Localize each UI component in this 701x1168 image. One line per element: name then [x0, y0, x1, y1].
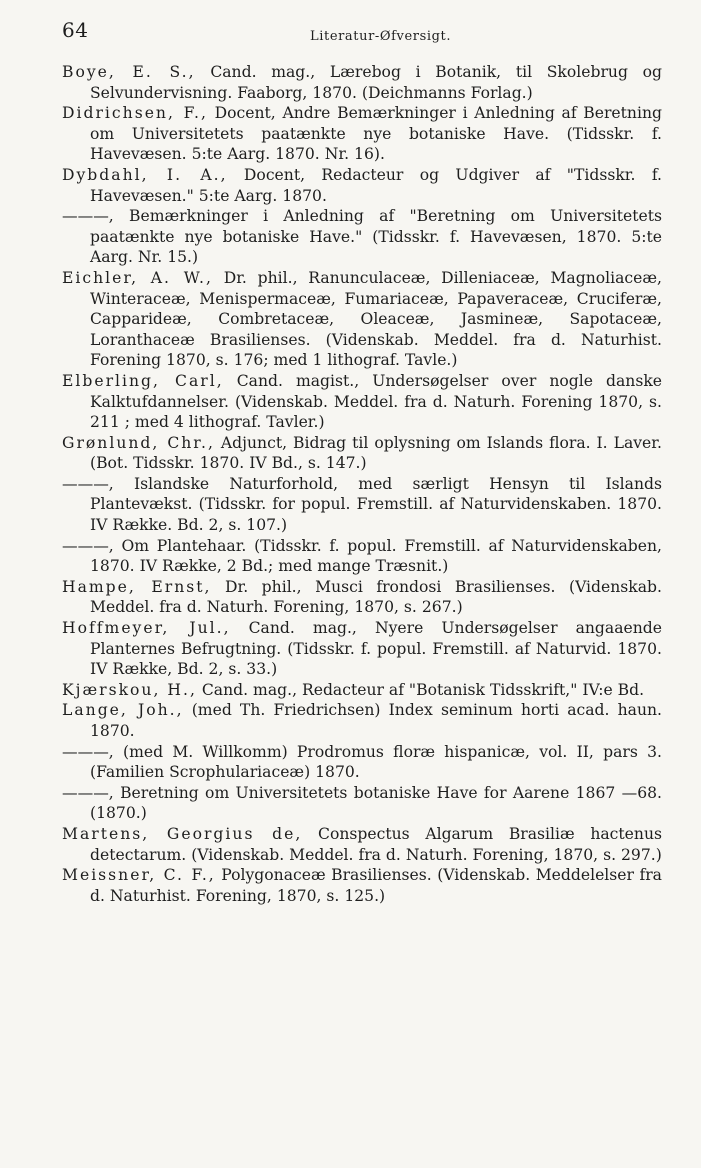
entry-text: (med M. Willkomm) Prodromus floræ hispanicæ, vol. II, pars 3. (Familien Scrophulariaceæ) 1870. [90, 742, 662, 782]
entry-text: Polygonaceæ Brasilienses. (Videnskab. Meddelelser fra d. Naturhist. Forening, 1870, s. 125.) [90, 866, 662, 905]
entry-text: Beretning om Universitetets botaniske Have for Aarene 1867 —68. (1870.) [90, 783, 663, 823]
entry-author: Hampe, Ernst, [62, 577, 212, 596]
entry-author: Dybdahl, I. A., [62, 165, 228, 184]
bibliography-entry [62, 62, 662, 103]
bibliography-entry [62, 433, 662, 474]
page-number: 64 [62, 18, 89, 42]
entry-text: Cand. mag., Lærebog i Botanik, til Skolebrug og Selvundervisning. Faaborg, 1870. (Deichmanns Forlag.) [90, 63, 663, 102]
bibliography-entry [62, 824, 662, 865]
entry-author: ———, [62, 783, 114, 802]
entry-author: Eichler, A. W., [62, 268, 213, 287]
entry-author: Elberling, Carl, [62, 371, 224, 390]
entry-author: Hoffmeyer, Jul., [62, 619, 231, 638]
entry-text: (med Th. Friedrichsen) Index seminum horti acad. haun. 1870. [90, 701, 662, 740]
entry-text: Adjunct, Bidrag til oplysning om Islands flora. I. Laver. (Bot. Tidsskr. 1870. IV Bd., s. 147.) [90, 433, 662, 473]
entry-author: ———, [62, 742, 114, 761]
entry-text: Cand. mag., Redacteur af "Botanisk Tidsskrift," IV:e Bd. [201, 680, 645, 699]
entry-author: Meissner, C. F., [62, 866, 216, 885]
bibliography-list [62, 62, 662, 906]
entry-text: Om Plantehaar. (Tidsskr. f. popul. Fremstill. af Naturvidenskaben, 1870. IV Række, 2 Bd.; med mange Træsnit.) [90, 536, 662, 576]
entry-text: Bemærkninger i Anledning af "Beretning om Universitetets paatænkte nye botaniske Have." (Tidsskr. f. Havevæsen, 1870. 5:te Aarg. Nr. 15.) [90, 207, 662, 267]
entry-text: Docent, Andre Bemærkninger i Anledning af Beretning om Universitetets paatænkte nye botaniske Have. (Tidsskr. f. Havevæsen. 5:te Aarg. 1870. Nr. 16). [90, 104, 662, 164]
entry-author: Kjærskou, H., [62, 680, 197, 699]
entry-text: Dr. phil., Musci frondosi Brasilienses. (Videnskab. Meddel. fra d. Naturh. Forening, 1870, s. 267.) [90, 577, 662, 617]
bibliography-entry [62, 680, 662, 701]
bibliography-entry [62, 268, 662, 371]
bibliography-entry [62, 371, 662, 433]
bibliography-entry [62, 618, 662, 680]
entry-author: Didrichsen, F., [62, 104, 208, 123]
entry-author: ———, [62, 536, 114, 555]
bibliography-entry [62, 742, 662, 783]
bibliography-entry [62, 700, 662, 741]
bibliography-entry [62, 783, 662, 824]
bibliography-entry [62, 536, 662, 577]
entry-author: Lange, Joh., [62, 701, 184, 720]
entry-author: Boye, E. S., [62, 63, 196, 81]
bibliography-entry [62, 206, 662, 268]
entry-author: ———, [62, 474, 114, 493]
bibliography-entry [62, 474, 662, 536]
entry-text: Cand. magist., Undersøgelser over nogle danske Kalktufdannelser. (Videnskab. Meddel. fra d. Naturh. Forening 1870, s. 211 ; med 4 lithograf. Tavler.) [90, 371, 662, 432]
entry-text: Cand. mag., Nyere Undersøgelser angaaende Planternes Befrugtning. (Tidsskr. f. popul. Fremstill. af Naturvid. 1870. IV Række, Bd. 2, s. 33.) [90, 619, 662, 679]
bibliography-entry [62, 165, 662, 206]
entry-author: Martens, Georgius de, [62, 824, 303, 843]
entry-text: Docent, Redacteur og Udgiver af "Tidsskr. f. Havevæsen." 5:te Aarg. 1870. [90, 165, 663, 205]
entry-author: Grønlund, Chr., [62, 433, 215, 452]
running-head: Literatur-Øfversigt. [310, 29, 452, 44]
entry-text: Islandske Naturforhold, med særligt Hensyn til Islands Plantevækst. (Tidsskr. for popul. Fremstill. af Naturvidenskaben. 1870. IV Række. Bd. 2, s. 107.) [90, 474, 662, 535]
entry-text: Dr. phil., Ranunculaceæ, Dilleniaceæ, Magnoliaceæ, Winteraceæ, Menispermaceæ, Fumariaceæ, Papaveraceæ, Cruciferæ, Capparideæ, Combretaceæ, Oleaceæ, Jasmineæ, Sapotaceæ, Loranthaceæ Brasilienses. (Videnskab. Meddel. fra d. Naturhist. Forening 1870, s. 176; med 1 lithograf. Tavle.) [90, 268, 662, 370]
entry-text: Conspectus Algarum Brasiliæ hactenus detectarum. (Videnskab. Meddel. fra d. Naturh. Forening, 1870, s. 297.) [90, 824, 663, 864]
bibliography-entry [62, 865, 662, 906]
bibliography-entry [62, 103, 662, 165]
bibliography-entry [62, 577, 662, 618]
entry-author: ———, [62, 207, 114, 226]
